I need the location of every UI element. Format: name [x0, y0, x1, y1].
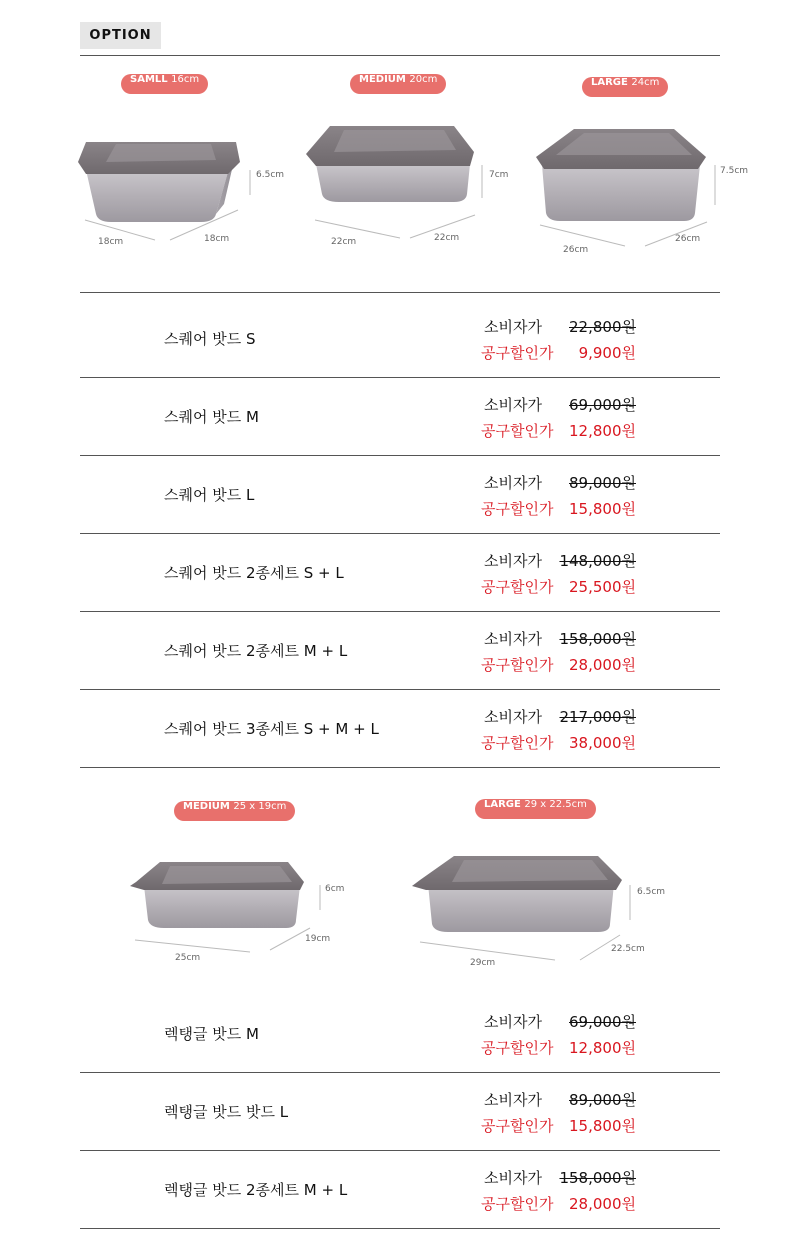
retail-price: 158,000원 — [559, 1169, 636, 1187]
retail-price-label: 소비자가 — [484, 1091, 542, 1109]
product-name: 렉탱글 밧드 2종세트 M + L — [164, 1181, 348, 1199]
retail-price: 158,000원 — [559, 630, 636, 648]
sale-price-label: 공구할인가 — [481, 344, 554, 362]
sale-price-label: 공구할인가 — [481, 656, 554, 674]
square-medium-width-label: 22cm — [331, 237, 357, 247]
sale-price-label: 공구할인가 — [481, 1039, 554, 1057]
retail-price: 217,000원 — [559, 708, 636, 726]
price-row — [80, 293, 720, 377]
square-small-depth-label: 18cm — [204, 234, 230, 244]
retail-price-label: 소비자가 — [484, 552, 542, 570]
retail-price: 22,800원 — [569, 318, 636, 336]
price-row — [80, 690, 720, 767]
rect-size-pill-medium: MEDIUM 25 x 19cm — [174, 801, 295, 821]
sale-price: 15,800원 — [569, 500, 636, 518]
sale-price: 12,800원 — [569, 422, 636, 440]
retail-price-label: 소비자가 — [484, 318, 542, 336]
sale-price: 28,000원 — [569, 1195, 636, 1213]
sale-price-label: 공구할인가 — [481, 1195, 554, 1213]
square-size-pill-medium: MEDIUM 20cm — [350, 74, 446, 94]
retail-price-label: 소비자가 — [484, 1013, 542, 1031]
product-name: 스퀘어 밧드 M — [164, 408, 259, 426]
product-name: 스퀘어 밧드 2종세트 S + L — [164, 564, 344, 582]
option-tag: OPTION — [80, 22, 161, 49]
sale-price: 12,800원 — [569, 1039, 636, 1057]
price-row — [80, 1151, 720, 1228]
retail-price: 89,000원 — [569, 1091, 636, 1109]
retail-price: 89,000원 — [569, 474, 636, 492]
square-small-dimension-lines — [80, 165, 260, 245]
price-row — [80, 456, 720, 533]
sale-price: 38,000원 — [569, 734, 636, 752]
row-divider — [80, 767, 720, 768]
square-medium-depth-label: 22cm — [434, 233, 460, 243]
square-large-dimension-lines — [535, 160, 735, 255]
price-row — [80, 378, 720, 455]
product-name: 렉탱글 밧드 M — [164, 1025, 259, 1043]
sale-price: 28,000원 — [569, 656, 636, 674]
price-row — [80, 994, 720, 1072]
price-row — [80, 612, 720, 689]
rect-large-dimension-lines — [415, 880, 640, 970]
product-name: 스퀘어 밧드 L — [164, 486, 255, 504]
price-row — [80, 534, 720, 611]
product-name: 스퀘어 밧드 3종세트 S + M + L — [164, 720, 379, 738]
square-medium-height-label: 7cm — [489, 170, 509, 180]
square-large-width-label: 26cm — [563, 245, 589, 255]
square-large-depth-label: 26cm — [675, 234, 701, 244]
rect-medium-dimension-lines — [130, 880, 330, 955]
square-size-pill-small: SAMLL 16cm — [121, 74, 208, 94]
rect-size-pill-large: LARGE 29 x 22.5cm — [475, 799, 596, 819]
rect-large-width-label: 29cm — [470, 958, 496, 968]
sale-price: 15,800원 — [569, 1117, 636, 1135]
square-small-width-label: 18cm — [98, 237, 124, 247]
sale-price: 25,500원 — [569, 578, 636, 596]
square-size-pill-large: LARGE 24cm — [582, 77, 668, 97]
sale-price-label: 공구할인가 — [481, 734, 554, 752]
sale-price: 9,900원 — [578, 344, 636, 362]
retail-price: 69,000원 — [569, 396, 636, 414]
sale-price-label: 공구할인가 — [481, 422, 554, 440]
rect-medium-depth-label: 19cm — [305, 934, 331, 944]
product-name: 렉탱글 밧드 밧드 L — [164, 1103, 289, 1121]
retail-price-label: 소비자가 — [484, 474, 542, 492]
product-name: 스퀘어 밧드 S — [164, 330, 256, 348]
square-small-height-label: 6.5cm — [256, 170, 285, 180]
product-name: 스퀘어 밧드 2종세트 M + L — [164, 642, 348, 660]
price-row — [80, 1073, 720, 1150]
rect-large-height-label: 6.5cm — [637, 887, 666, 897]
square-large-height-label: 7.5cm — [720, 166, 749, 176]
retail-price: 148,000원 — [559, 552, 636, 570]
bottom-divider — [80, 1228, 720, 1229]
retail-price-label: 소비자가 — [484, 630, 542, 648]
retail-price: 69,000원 — [569, 1013, 636, 1031]
retail-price-label: 소비자가 — [484, 1169, 542, 1187]
retail-price-label: 소비자가 — [484, 708, 542, 726]
square-medium-dimension-lines — [310, 160, 495, 245]
retail-price-label: 소비자가 — [484, 396, 542, 414]
sale-price-label: 공구할인가 — [481, 578, 554, 596]
top-divider — [80, 55, 720, 56]
rect-medium-width-label: 25cm — [175, 953, 201, 963]
sale-price-label: 공구할인가 — [481, 1117, 554, 1135]
rect-medium-height-label: 6cm — [325, 884, 345, 894]
rect-large-depth-label: 22.5cm — [611, 944, 645, 954]
sale-price-label: 공구할인가 — [481, 500, 554, 518]
